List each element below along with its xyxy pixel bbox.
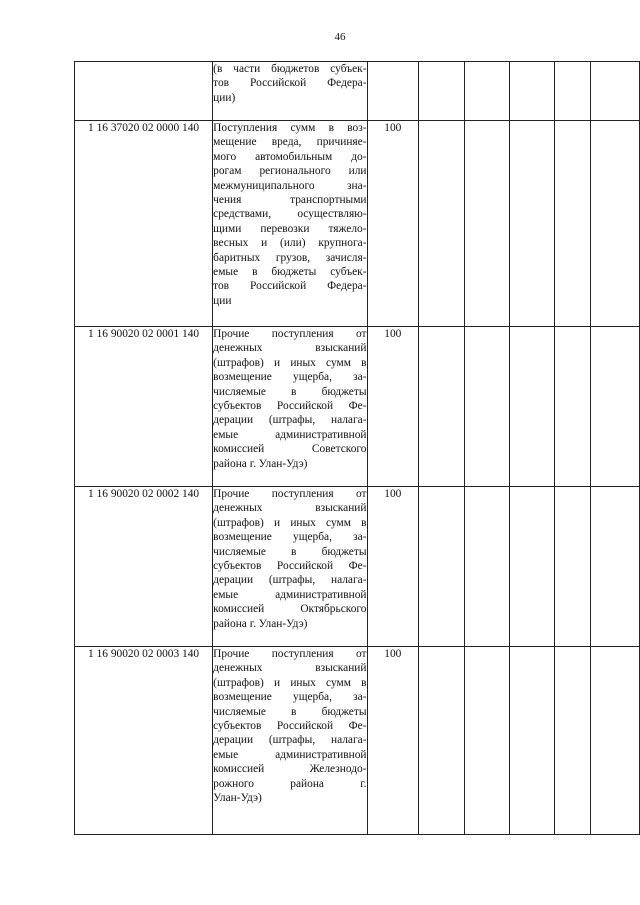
description-line: денежных взысканий [213,662,367,675]
empty-cell [591,487,640,647]
percent-cell: 100 [367,121,419,327]
description-line: емые административной [213,428,367,441]
description-line: дерации (штрафы, налага- [213,414,367,427]
table-row [75,647,640,835]
description-line: мещение вреда, причиняе- [213,136,367,149]
percent-cell: 100 [367,647,419,835]
empty-cell [509,62,554,121]
description-line: средствами, осуществляю- [213,208,367,221]
empty-cell [591,327,640,487]
empty-cell [509,327,554,487]
description-line: числяемые в бюджеты [213,545,367,558]
percent-cell [367,62,419,121]
empty-cell [554,121,591,327]
description-line: тов Российской Федера- [213,280,367,293]
description-line: комиссией Железнодо- [213,763,367,776]
description-line: числяемые в бюджеты [213,385,367,398]
description-line: емые административной [213,588,367,601]
empty-cell [591,121,640,327]
budget-table [74,61,640,835]
description-line: Прочие поступления от [213,488,367,500]
empty-cell [554,327,591,487]
empty-cell [464,62,509,121]
empty-cell [464,487,509,647]
empty-cell [509,647,554,835]
description-line: дерации (штрафы, налага- [213,574,367,587]
description-line: денежных взысканий [213,502,367,515]
empty-cell [419,647,465,835]
description-cell [213,121,367,327]
description-line: возмещение ущерба, за- [213,371,367,384]
description-line: ции [213,294,232,307]
percent-cell: 100 [367,487,419,647]
description-line: Поступления сумм в воз- [213,122,367,134]
description-line: чения транспортными [213,193,367,206]
description-line: ции) [213,91,236,104]
description-line: рожного района г. [213,777,367,790]
empty-cell [419,121,465,327]
budget-code-cell: 1 16 90020 02 0003 140 [75,647,213,835]
budget-code-cell: 1 16 90020 02 0001 140 [75,327,213,487]
page-number: 46 [334,31,346,43]
description-line: возмещение ущерба, за- [213,531,367,544]
empty-cell [419,487,465,647]
budget-code-cell: 1 16 37020 02 0000 140 [75,121,213,327]
table-row [75,487,640,647]
description-line: (штрафов) и иных сумм в [213,676,367,689]
percent-cell: 100 [367,327,419,487]
empty-cell [419,62,465,121]
description-line: субъектов Российской Фе- [213,559,367,572]
description-line: рогам регионального или [213,165,367,178]
description-cell [213,327,367,487]
description-cell [213,647,367,835]
table-row [75,327,640,487]
empty-cell [464,327,509,487]
description-line: Улан-Удэ) [213,791,262,804]
budget-code-cell: 1 16 90020 02 0002 140 [75,487,213,647]
description-line: межмуниципального зна- [213,179,367,192]
description-line: Прочие поступления от [213,328,367,340]
description-line: (в части бюджетов субъек- [213,63,367,75]
description-line: дерации (штрафы, налага- [213,734,367,747]
description-line: района г. Улан-Удэ) [213,617,308,630]
description-line: тов Российской Федера- [213,77,367,90]
empty-cell [591,62,640,121]
description-line: комиссией Октябрьского [213,603,367,616]
empty-cell [419,327,465,487]
description-cell [213,62,367,121]
empty-cell [554,62,591,121]
description-line: комиссией Советского [213,443,367,456]
table-row [75,121,640,327]
description-cell [213,487,367,647]
description-line: (штрафов) и иных сумм в [213,516,367,529]
empty-cell [509,121,554,327]
empty-cell [464,647,509,835]
description-line: щими перевозки тяжело- [213,222,367,235]
empty-cell [554,487,591,647]
table-row [75,62,640,121]
description-line: района г. Улан-Удэ) [213,457,308,470]
description-line: емые административной [213,748,367,761]
description-line: субъектов Российской Фе- [213,719,367,732]
description-line: мого автомобильным до- [213,150,367,163]
description-line: (штрафов) и иных сумм в [213,356,367,369]
empty-cell [554,647,591,835]
empty-cell [509,487,554,647]
description-line: Прочие поступления от [213,648,367,660]
description-line: весных и (или) крупнога- [213,237,367,250]
description-line: возмещение ущерба, за- [213,691,367,704]
description-line: емые в бюджеты субъек- [213,265,367,278]
budget-code-cell [75,62,213,121]
description-line: баритных грузов, зачисля- [213,251,367,264]
description-line: денежных взысканий [213,342,367,355]
description-line: субъектов Российской Фе- [213,399,367,412]
empty-cell [464,121,509,327]
empty-cell [591,647,640,835]
description-line: числяемые в бюджеты [213,705,367,718]
